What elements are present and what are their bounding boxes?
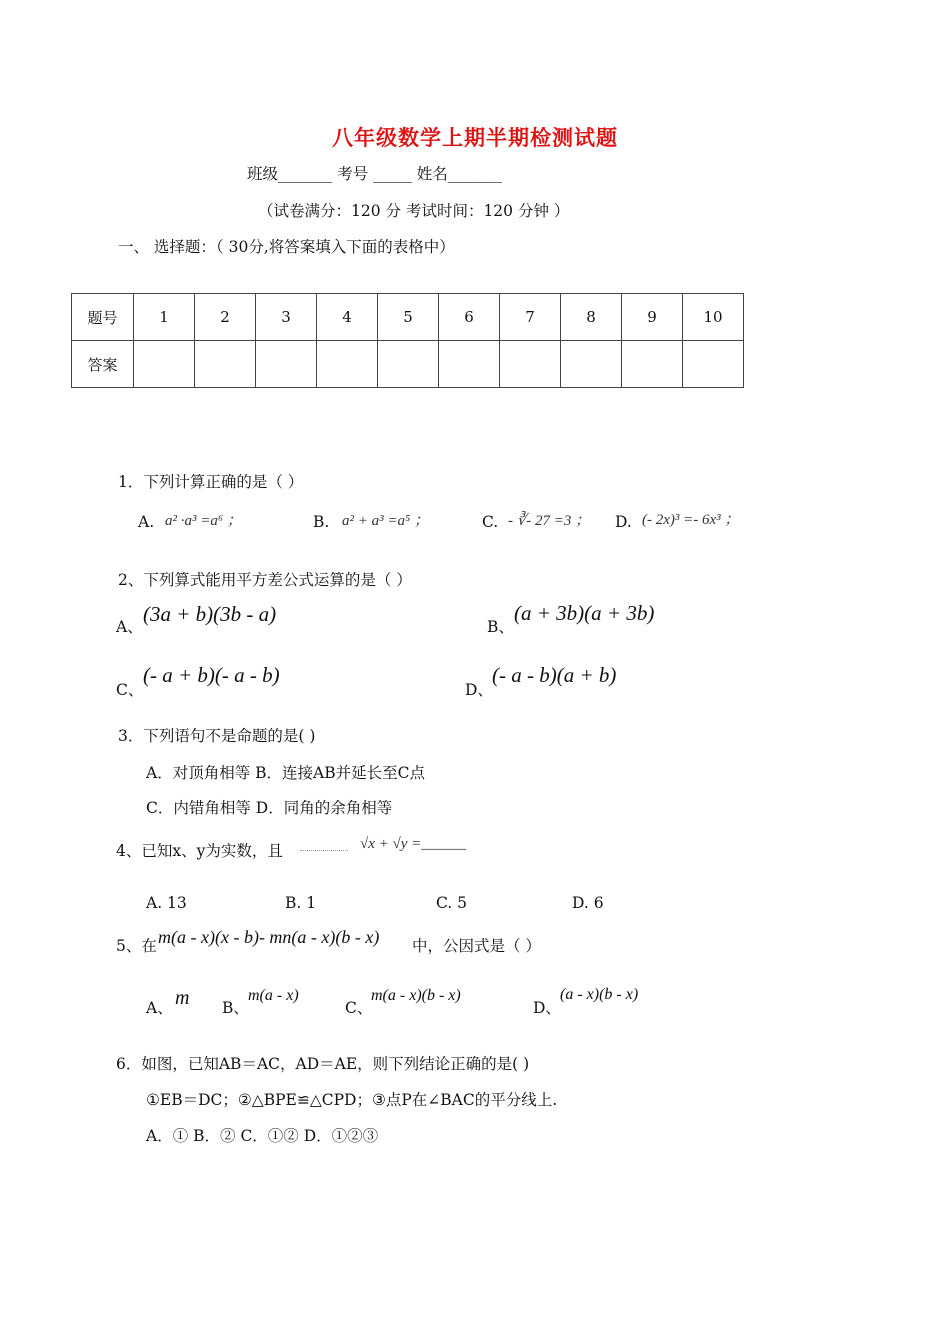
condition-formula-image <box>300 834 348 851</box>
q2-option-c-label: C、 <box>116 681 144 699</box>
q2-option-b-label: B、 <box>487 618 514 636</box>
q2-option-a-math: (3a + b)(3b - a) <box>143 602 277 626</box>
q3-options-line2: C．内错角相等 D．同角的余角相等 <box>146 799 393 817</box>
q4-math: √x + √y =______ <box>360 836 467 852</box>
q6-stem: 6．如图，已知AB＝AC，AD＝AE，则下列结论正确的是( ) <box>116 1055 530 1073</box>
section-heading: 一、 选择题：（ 30分,将答案填入下面的表格中） <box>118 238 455 256</box>
q4-option-c: C. 5 <box>436 894 468 912</box>
table-cell: 10 <box>683 294 744 341</box>
table-cell: 9 <box>622 294 683 341</box>
table-cell: 2 <box>195 294 256 341</box>
q1-stem: 1．下列计算正确的是（ ） <box>118 473 304 491</box>
table-row <box>72 341 744 388</box>
answer-cell[interactable] <box>561 341 622 388</box>
answer-cell[interactable] <box>256 341 317 388</box>
table-row-label: 题号 <box>72 294 134 341</box>
table-cell: 7 <box>500 294 561 341</box>
q5-suffix: 中，公因式是（ ） <box>412 937 541 955</box>
q1-option-d-label: D. <box>615 513 632 531</box>
answer-cell[interactable] <box>683 341 744 388</box>
q2-option-c-math: (- a + b)(- a - b) <box>143 663 280 687</box>
table-cell: 8 <box>561 294 622 341</box>
q2-option-a-label: A、 <box>116 618 143 636</box>
answer-cell[interactable] <box>439 341 500 388</box>
answer-cell[interactable] <box>134 341 195 388</box>
q5-option-d-label: D、 <box>533 999 561 1017</box>
q1-option-d-math: (- 2x)³ =- 6x³ ； <box>642 512 740 528</box>
q1-option-c-label: C. <box>482 513 499 531</box>
q2-option-b-math: (a + 3b)(a + 3b) <box>514 601 655 625</box>
q5-option-d-math: (a - x)(b - x) <box>560 986 639 1003</box>
q2-option-d-math: (- a - b)(a + b) <box>492 663 617 687</box>
q5-option-b-math: m(a - x) <box>248 987 299 1004</box>
q5-option-a-math: m <box>175 987 190 1009</box>
exam-info: （试卷满分：120 分 考试时间：120 分钟 ） <box>258 202 570 220</box>
q6-statements: ①EB＝DC；②△BPE≌△CPD；③点P在∠BAC的平分线上. <box>146 1091 558 1109</box>
table-cell: 4 <box>317 294 378 341</box>
q1-option-a-label: A. <box>138 513 155 531</box>
answer-cell[interactable] <box>500 341 561 388</box>
table-row <box>72 294 744 341</box>
q2-option-d-label: D、 <box>465 681 493 699</box>
exam-title: 八年级数学上期半期检测试题 <box>332 126 618 150</box>
answer-cell[interactable] <box>622 341 683 388</box>
answer-cell[interactable] <box>378 341 439 388</box>
q5-math: m(a - x)(x - b)- mn(a - x)(b - x) <box>158 927 380 947</box>
table-cell: 5 <box>378 294 439 341</box>
table-cell: 6 <box>439 294 500 341</box>
q1-option-a-math: a² ·a³ =a⁶ ； <box>165 513 242 529</box>
q3-stem: 3．下列语句不是命题的是( ) <box>118 727 316 745</box>
q1-option-b-label: B. <box>313 513 330 531</box>
q4-option-b: B. 1 <box>285 894 317 912</box>
q4-option-a: A. 13 <box>146 894 187 912</box>
q5-option-a-label: A、 <box>146 999 173 1017</box>
q5-option-c-label: C、 <box>345 999 373 1017</box>
q5-option-c-math: m(a - x)(b - x) <box>371 987 461 1004</box>
q4-option-d: D. 6 <box>572 894 604 912</box>
q1-option-c-math: - ∛- 27 =3 ； <box>508 513 591 529</box>
table-cell: 3 <box>256 294 317 341</box>
q5-prefix: 5、在 <box>116 937 157 955</box>
q6-options: A．① B．② C．①② D．①②③ <box>146 1127 379 1145</box>
q3-options-line1: A．对顶角相等 B．连接AB并延长至C点 <box>146 764 425 782</box>
student-info: 班级_______ 考号 _____ 姓名_______ <box>247 165 503 183</box>
answer-cell[interactable] <box>195 341 256 388</box>
q5-option-b-label: B、 <box>222 999 249 1017</box>
table-cell: 1 <box>134 294 195 341</box>
q2-stem: 2、下列算式能用平方差公式运算的是（ ） <box>118 571 412 589</box>
q4-stem: 4、已知x、y为实数，且 <box>116 842 283 860</box>
table-row-label: 答案 <box>72 341 134 388</box>
q1-option-b-math: a² + a³ =a⁵ ； <box>342 513 429 529</box>
answer-cell[interactable] <box>317 341 378 388</box>
answer-table <box>71 293 744 388</box>
